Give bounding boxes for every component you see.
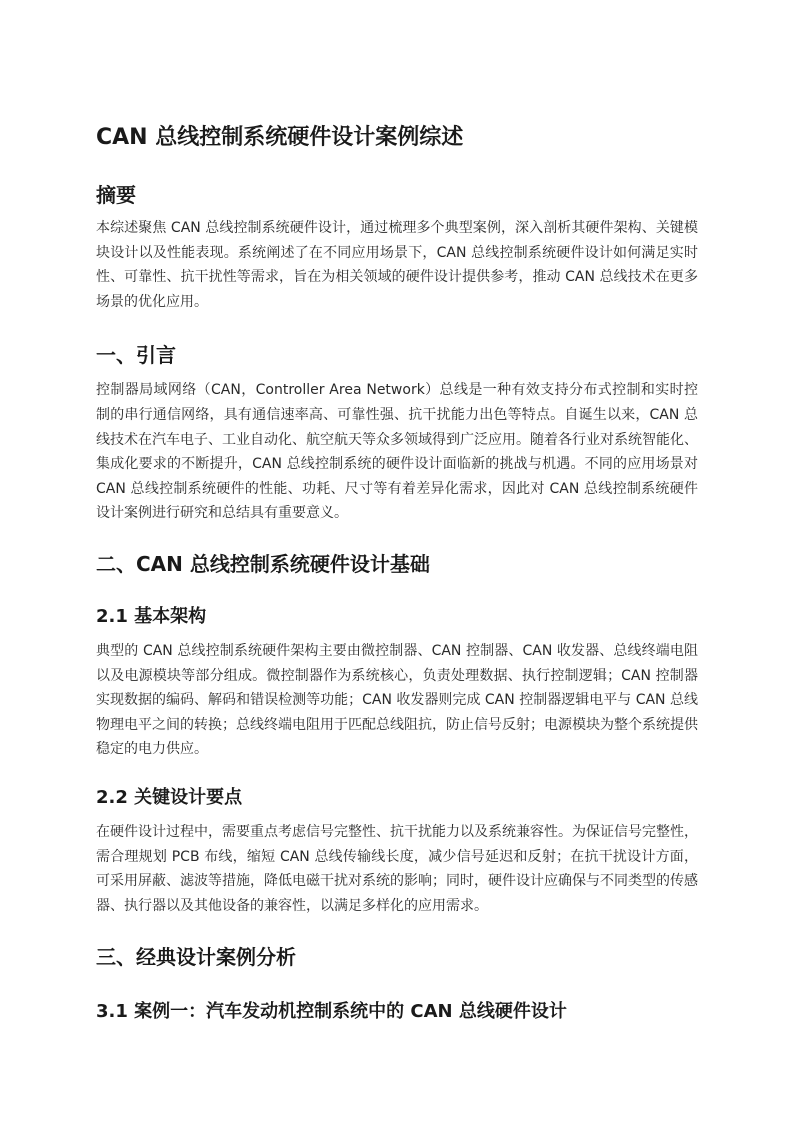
- architecture-paragraph: 典型的 CAN 总线控制系统硬件架构主要由微控制器、CAN 控制器、CAN 收发器、总线终端电阻以及电源模块等部分组成。微控制器作为系统核心，负责处理数据、执行控制逻辑；CAN 控制器实现数据的编码、解码和错误检测等功能；CAN 收发器则完成 CAN 控制器逻辑电平与 CAN 总线物理电平之间的转换；总线终端电阻用于匹配总线阻抗，防止信号反射；电源模块为整个系统提供稳定的电力供应。: [96, 642, 698, 758]
- intro-heading: 一、引言: [96, 343, 176, 368]
- abstract-heading: 摘要: [96, 183, 136, 207]
- intro-paragraph: 控制器局域网络（CAN，Controller Area Network）总线是一种有效支持分布式控制和实时控制的串行通信网络，具有通信速率高、可靠性强、抗干扰能力出色等特点。自诞生以来，CAN 总线技术在汽车电子、工业自动化、航空航天等众多领域得到广泛应用。随着各行业对系统智能化、集成化要求的不断提升，CAN 总线控制系统的硬件设计面临新的挑战与机遇。不同的应用场景对 CAN 总线控制系统硬件的性能、功耗、尺寸等有着差异化需求，因此对 CAN 总线控制系统硬件设计案例进行研究和总结具有重要意义。: [96, 382, 698, 522]
- architecture-heading: 2.1 基本架构: [96, 605, 207, 627]
- basis-heading: 二、CAN 总线控制系统硬件设计基础: [96, 551, 430, 576]
- abstract-paragraph: 本综述聚焦 CAN 总线控制系统硬件设计，通过梳理多个典型案例，深入剖析其硬件架构、关键模块设计以及性能表现。系统阐述了在不同应用场景下，CAN 总线控制系统硬件设计如何满足实时性、可靠性、抗干扰性等需求，旨在为相关领域的硬件设计提供参考，推动 CAN 总线技术在更多场景的优化应用。: [96, 220, 698, 310]
- case1-heading: 3.1 案例一：汽车发动机控制系统中的 CAN 总线硬件设计: [96, 1001, 567, 1023]
- key-points-heading: 2.2 关键设计要点: [96, 786, 243, 808]
- document-title: CAN 总线控制系统硬件设计案例综述: [96, 125, 464, 150]
- cases-heading: 三、经典设计案例分析: [96, 945, 296, 970]
- key-points-paragraph: 在硬件设计过程中，需要重点考虑信号完整性、抗干扰能力以及系统兼容性。为保证信号完整性，需合理规划 PCB 布线，缩短 CAN 总线传输线长度，减少信号延迟和反射；在抗干扰设计方面，可采用屏蔽、滤波等措施，降低电磁干扰对系统的影响；同时，硬件设计应确保与不同类型的传感器、执行器以及其他设备的兼容性，以满足多样化的应用需求。: [96, 823, 698, 914]
